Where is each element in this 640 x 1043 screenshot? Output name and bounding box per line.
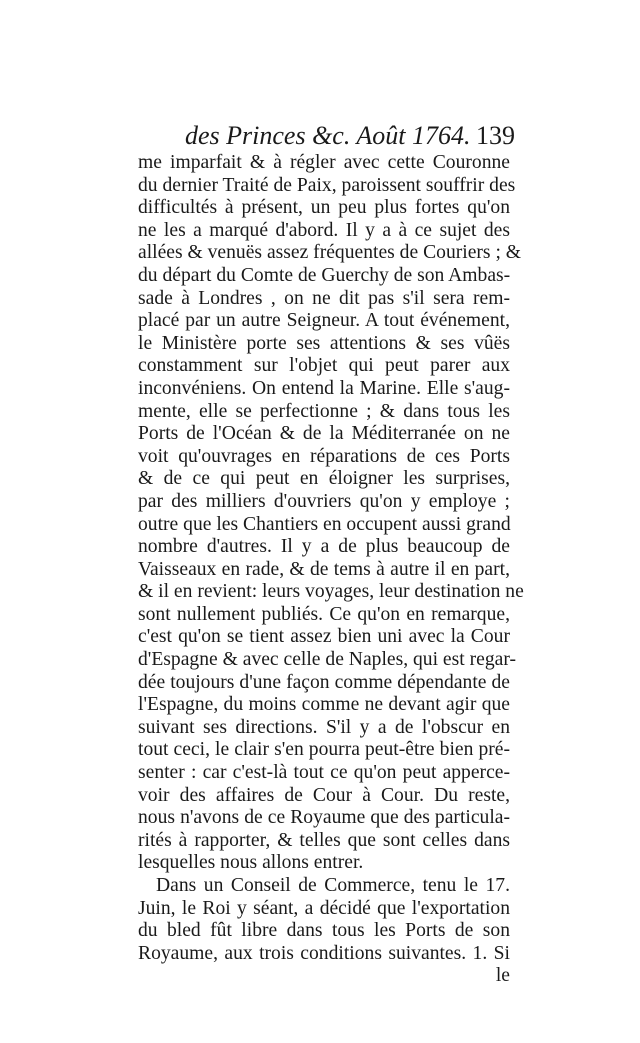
text-line: nombre d'autres. Il y a de plus beaucoup de	[138, 536, 510, 558]
running-head: des Princes &c. Août 1764.	[185, 121, 471, 150]
text-line: outre que les Chantiers en occupent aussi grand	[138, 513, 511, 535]
text-line: difficultés à présent, un peu plus fortes qu'on	[138, 197, 510, 219]
text-line: Ports de l'Océan & de la Méditerranée on ne	[138, 423, 510, 445]
text-line: sont nullement publiés. Ce qu'on en remarque,	[138, 603, 510, 625]
text-line: placé par un autre Seigneur. A tout événement,	[138, 310, 510, 332]
paragraph-end-line: lesquelles nous allons entrer.	[138, 852, 364, 874]
text-line: sade à Londres , on ne dit pas s'il sera rem-	[138, 287, 510, 309]
catchword: le	[495, 965, 510, 987]
text-line: Juin, le Roi y séant, a décidé que l'exportation	[138, 897, 510, 919]
text-line: c'est qu'on se tient assez bien uni avec la Cour	[138, 626, 510, 648]
page-header	[185, 121, 525, 155]
text-line: par des milliers d'ouvriers qu'on y employe ;	[138, 490, 510, 512]
text-line: voir des affaires de Cour à Cour. Du reste,	[138, 784, 510, 806]
paragraph-start-line: Dans un Conseil de Commerce, tenu le 17.	[156, 875, 510, 896]
text-line: rités à rapporter, & telles que sont celles dans	[138, 829, 510, 851]
text-line: senter : car c'est-là tout ce qu'on peut apperce-	[138, 762, 510, 784]
body-text	[138, 152, 524, 988]
text-line: ne les a marqué d'abord. Il y a à ce sujet des	[138, 219, 510, 241]
text-line: Vaisseaux en rade, & de tems à autre il en part,	[138, 558, 510, 580]
text-line: suivant ses directions. S'il y a de l'obscur en	[138, 716, 510, 738]
text-line: mente, elle se perfectionne ; & dans tous les	[138, 400, 510, 422]
text-line: constamment sur l'objet qui peut parer aux	[138, 355, 510, 377]
text-line: d'Espagne & avec celle de Naples, qui est regar-	[138, 649, 516, 671]
text-line: nous n'avons de ce Royaume que des particula-	[138, 807, 510, 829]
text-line: du départ du Comte de Guerchy de son Ambas-	[138, 264, 511, 286]
page-number: 139	[476, 121, 515, 150]
text-line: du dernier Traité de Paix, paroissent souffrir des	[138, 174, 516, 196]
text-line: tout ceci, le clair s'en pourra peut-être bien pré-	[138, 739, 510, 761]
text-line: le Ministère porte ses attentions & ses vûës	[138, 332, 510, 354]
text-line: dée toujours d'une façon comme dépendante de	[138, 671, 510, 693]
text-line: Royaume, aux trois conditions suivantes. 1. Si	[138, 942, 510, 964]
text-line: allées & venuës assez fréquentes de Couriers ; &	[138, 242, 522, 264]
text-line: voit qu'ouvrages en réparations de ces Ports	[138, 445, 510, 467]
text-line: & de ce qui peut en éloigner les surprises,	[138, 468, 510, 490]
text-line: l'Espagne, du moins comme ne devant agir que	[138, 694, 510, 716]
text-line: inconvéniens. On entend la Marine. Elle s'aug-	[138, 377, 510, 399]
text-line: & il en revient: leurs voyages, leur destination ne	[138, 581, 524, 603]
text-line: me imparfait & à régler avec cette Couronne	[138, 152, 510, 173]
text-line: du bled fût libre dans tous les Ports de son	[138, 920, 510, 942]
